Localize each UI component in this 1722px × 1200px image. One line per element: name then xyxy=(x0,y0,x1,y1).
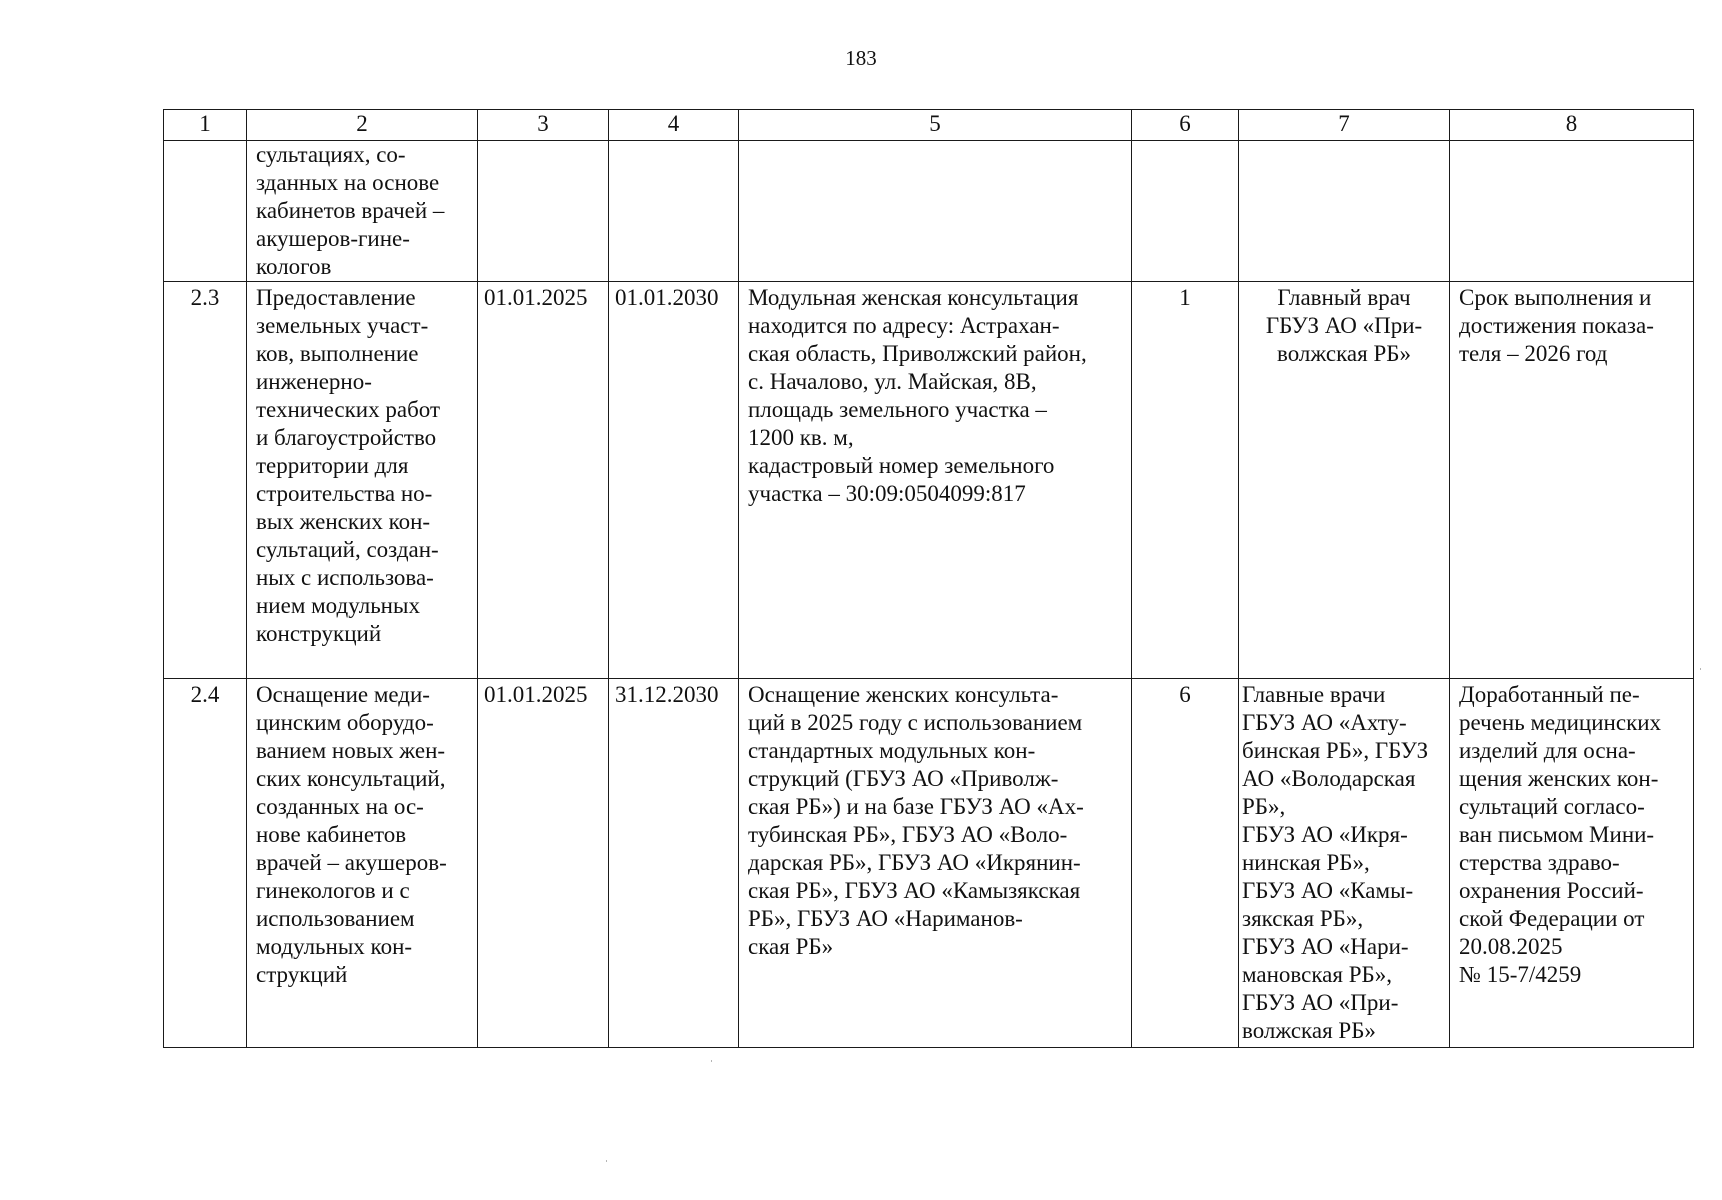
cell-count: 6 xyxy=(1132,679,1239,1048)
cell-text-line: Срок выполнения и xyxy=(1459,285,1652,310)
page-number: 183 xyxy=(845,46,877,70)
cell-text-line: конструкций xyxy=(256,621,382,646)
cell-text-line: ская область, Приволжский район, xyxy=(748,341,1087,366)
cell-text-line: с. Началово, ул. Майская, 8В, xyxy=(748,369,1037,394)
table-row xyxy=(164,679,1694,1048)
cell-result xyxy=(1450,141,1694,282)
header-cell-7: 7 xyxy=(1239,110,1450,141)
cell-text-line: ков, выполнение xyxy=(256,341,419,366)
cell-end-date xyxy=(609,141,739,282)
header-cell-1: 1 xyxy=(164,110,247,141)
cell-description xyxy=(247,282,478,679)
cell-num xyxy=(164,141,247,282)
cell-start-date: 01.01.2025 xyxy=(478,282,609,679)
cell-text-line: зякская РБ», xyxy=(1242,906,1364,931)
cell-text-line: ций в 2025 году с использованием xyxy=(748,710,1083,735)
cell-text-line: земельных участ- xyxy=(256,313,429,338)
cell-text-line: дарская РБ», ГБУЗ АО «Икрянин- xyxy=(748,850,1081,875)
cell-text-line: ская РБ» xyxy=(748,934,834,959)
document-table xyxy=(163,109,1694,1048)
cell-text-line: ская РБ», ГБУЗ АО «Камызякская xyxy=(748,878,1081,903)
cell-responsible xyxy=(1239,679,1450,1048)
cell-text-line: ван письмом Мини- xyxy=(1459,822,1655,847)
cell-responsible xyxy=(1239,141,1450,282)
cell-text-line: нием модульных xyxy=(256,593,420,618)
header-cell-3: 3 xyxy=(478,110,609,141)
cell-text-line: ных с использова- xyxy=(256,565,434,590)
cell-text-line: ской Федерации от xyxy=(1459,906,1645,931)
cell-text-line: РБ», xyxy=(1242,794,1286,819)
cell-text-line: изделий для осна- xyxy=(1459,738,1636,763)
header-cell-8: 8 xyxy=(1450,110,1694,141)
cell-text-line: № 15-7/4259 xyxy=(1459,962,1582,987)
cell-details xyxy=(739,679,1132,1048)
cell-text-line: зданных на основе xyxy=(256,170,440,195)
cell-text-line: территории для xyxy=(256,453,409,478)
cell-text-line: акушеров-гине- xyxy=(256,226,410,251)
cell-text-line: сультаций, создан- xyxy=(256,537,439,562)
cell-text-line: Модульная женская консультация xyxy=(748,285,1079,310)
cell-text-line: Предоставление xyxy=(256,285,416,310)
cell-text-line: ГБУЗ АО «Нари- xyxy=(1242,934,1409,959)
cell-text-line: ская РБ») и на базе ГБУЗ АО «Ах- xyxy=(748,794,1084,819)
scan-speck xyxy=(711,1060,712,1062)
cell-text-line: находится по адресу: Астрахан- xyxy=(748,313,1060,338)
cell-text-line: технических работ xyxy=(256,397,441,422)
cell-description xyxy=(247,679,478,1048)
cell-text-line: ских консультаций, xyxy=(256,766,446,791)
cell-text-line: охранения Россий- xyxy=(1459,878,1644,903)
cell-num: 2.4 xyxy=(164,679,247,1048)
cell-count: 1 xyxy=(1132,282,1239,679)
cell-text-line: тубинская РБ», ГБУЗ АО «Воло- xyxy=(748,822,1068,847)
cell-end-date: 01.01.2030 xyxy=(609,282,739,679)
table-row xyxy=(164,282,1694,679)
cell-text-line: ГБУЗ АО «При- xyxy=(1242,990,1399,1015)
cell-text-line: нинская РБ», xyxy=(1242,850,1370,875)
cell-text-line: Главный врач xyxy=(1277,285,1411,310)
cell-text-line: площадь земельного участка – xyxy=(748,397,1047,422)
cell-text-line: строительства но- xyxy=(256,481,433,506)
cell-responsible xyxy=(1239,282,1450,679)
cell-text-line: АО «Володарская xyxy=(1242,766,1416,791)
cell-text-line: использованием xyxy=(256,906,415,931)
cell-text-line: врачей – акушеров- xyxy=(256,850,447,875)
cell-text-line: ГБУЗ АО «Ахту- xyxy=(1242,710,1407,735)
header-cell-4: 4 xyxy=(609,110,739,141)
cell-text-line: щения женских кон- xyxy=(1459,766,1659,791)
cell-text-line: Оснащение женских консульта- xyxy=(748,682,1059,707)
cell-text-line: Оснащение меди- xyxy=(256,682,430,707)
cell-text-line: цинским оборудо- xyxy=(256,710,434,735)
cell-text-line: участка – 30:09:0504099:817 xyxy=(748,481,1026,506)
cell-text-line: кологов xyxy=(256,254,332,279)
cell-text-line: мановская РБ», xyxy=(1242,962,1392,987)
cell-text-line: инженерно- xyxy=(256,369,372,394)
cell-text-line: бинская РБ», ГБУЗ xyxy=(1242,738,1429,763)
header-cell-2: 2 xyxy=(247,110,478,141)
cell-text-line: 1200 кв. м, xyxy=(748,425,854,450)
cell-text-line: гинекологов и с xyxy=(256,878,410,903)
cell-details xyxy=(739,141,1132,282)
scan-speck xyxy=(1700,668,1701,670)
cell-text-line: ГБУЗ АО «При- xyxy=(1265,313,1423,338)
cell-text-line: стандартных модульных кон- xyxy=(748,738,1036,763)
header-cell-5: 5 xyxy=(739,110,1132,141)
cell-text-line: ГБУЗ АО «Икря- xyxy=(1242,822,1408,847)
table-header-row xyxy=(164,110,1694,141)
table-row-continuation xyxy=(164,141,1694,282)
cell-text-line: Доработанный пе- xyxy=(1459,682,1640,707)
cell-text-line: вых женских кон- xyxy=(256,509,431,534)
cell-description xyxy=(247,141,478,282)
cell-text-line: струкций xyxy=(256,962,348,987)
cell-text-line: и благоустройство xyxy=(256,425,437,450)
cell-text-line: достижения показа- xyxy=(1459,313,1654,338)
cell-start-date xyxy=(478,141,609,282)
cell-text-line: нове кабинетов xyxy=(256,822,407,847)
cell-num: 2.3 xyxy=(164,282,247,679)
cell-text-line: сультациях, со- xyxy=(256,142,406,167)
cell-text-line: кадастровый номер земельного xyxy=(748,453,1055,478)
cell-text-line: созданных на ос- xyxy=(256,794,424,819)
cell-start-date: 01.01.2025 xyxy=(478,679,609,1048)
cell-text-line: стерства здраво- xyxy=(1459,850,1620,875)
cell-text-line: волжская РБ» xyxy=(1277,341,1411,366)
cell-text-line: речень медицинских xyxy=(1459,710,1662,735)
cell-result xyxy=(1450,679,1694,1048)
cell-text-line: кабинетов врачей – xyxy=(256,198,445,223)
cell-text-line: сультаций согласо- xyxy=(1459,794,1645,819)
cell-text-line: модульных кон- xyxy=(256,934,413,959)
header-cell-6: 6 xyxy=(1132,110,1239,141)
cell-count xyxy=(1132,141,1239,282)
cell-text-line: струкций (ГБУЗ АО «Приволж- xyxy=(748,766,1059,791)
cell-result xyxy=(1450,282,1694,679)
cell-text-line: волжская РБ» xyxy=(1242,1018,1376,1043)
cell-text-line: Главные врачи xyxy=(1242,682,1386,707)
cell-text-line: ванием новых жен- xyxy=(256,738,446,763)
cell-text-line: РБ», ГБУЗ АО «Нариманов- xyxy=(748,906,1023,931)
cell-text-line: 20.08.2025 xyxy=(1459,934,1563,959)
cell-details xyxy=(739,282,1132,679)
cell-text-line: ГБУЗ АО «Камы- xyxy=(1242,878,1414,903)
scan-speck xyxy=(606,1160,607,1162)
cell-text-line: теля – 2026 год xyxy=(1459,341,1608,366)
cell-end-date: 31.12.2030 xyxy=(609,679,739,1048)
